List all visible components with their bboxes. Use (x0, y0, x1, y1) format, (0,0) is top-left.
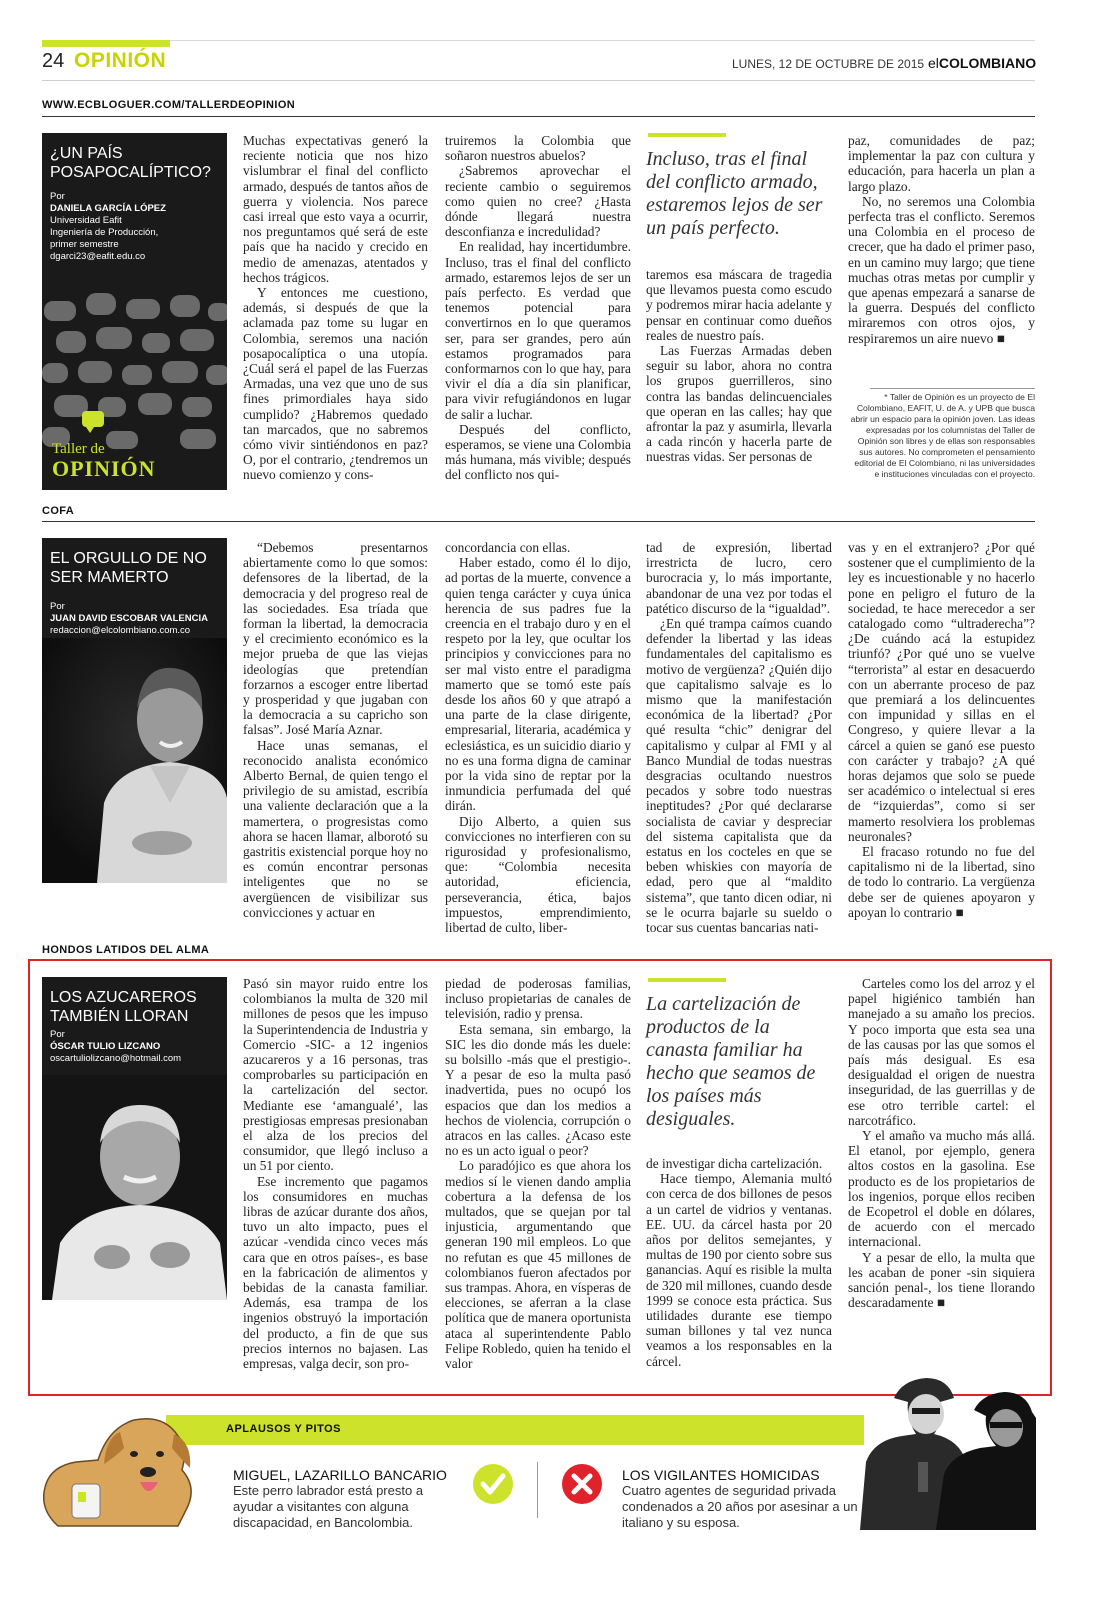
article-column (243, 540, 428, 920)
paragraph: ¿En qué trampa caímos cuando defender la libertad y las ideas fundamentales del capitalismo es motivo de vergüenza? ¿Quién dijo que capitalismo salvaje es lo mismo que la manifestación económica de la libertad? ¿Por qué resulta “chic” denigrar del capitalismo y culpar al FMI y al Banco Mundial de todas nuestras desgracias ocultando nuestros pecados y sobre todo nuestras ineptitudes? ¿Por qué declararse socialista de caviar y despreciar del sistema capitalista que da estatus en los cocteles en que se beben whiskies con mayoría de edad, pero que al “maldito sistema”, que tanto dicen odiar, ni se le ocurra bajarle su sueldo o tocar sus cuentas bancarias nati- (646, 616, 832, 936)
article-column (445, 540, 631, 935)
article-column (848, 540, 1035, 920)
paragraph: concordancia con ellas. (445, 540, 571, 555)
header-rule (42, 80, 1035, 81)
byline (50, 1029, 227, 1065)
pull-quote: La cartelización de productos de la canasta familiar ha hecho que seamos de los países más desiguales. (646, 993, 816, 1130)
pull-quote-bar (648, 133, 726, 137)
paragraph: Pasó sin mayor ruido entre los colombianos la multa de 320 mil millones de pesos que les impuso la Superintendencia de Industria y Comercio -SIC- a 12 ingenios azucareros y a 16 personas, tras comprobarles su participación en la cartelización del sector. Mediante ese ‘amangualé’, las prestigiosas empresas presionaban el alza de los precios del consumidor, que llegó incluso a un 51 por ciento. (243, 976, 428, 1174)
paragraph: Lo paradójico es que ahora los medios sí le vienen dando amplia cobertura a la defensa de los multados, que se quejan por tal injusticia, argumentando que generan 190 mil empleos. Lo que no refutan es que 45 millones de colombianos fueron afectados por sus trampas. Ahora, en vísperas de elecciones, se aferran a la clase política que de manera oportunista ataca al superintendente Pablo Felipe Robledo, quien ha tenido el valor (445, 1158, 631, 1372)
logo-big-text: OPINIÓN (52, 456, 156, 481)
section-kicker: HONDOS LATIDOS DEL ALMA (42, 944, 210, 956)
paragraph: Hace tiempo, Alemania multó con cerca de dos billones de pesos a un cartel de vidrios y ventanas. EE. UU. da cárcel hasta por 20 años por delitos semejantes, y multas de 190 por ciento sobre sus ganancias. Aquí es risible la multa de 320 mil millones, cuando desde 1999 se conoce esta práctica. Sus utilidades durante ese tiempo suman billones y tal vez nunca veamos a los responsables en la cárcel. (646, 1171, 832, 1369)
applause-item (233, 1467, 463, 1531)
paragraph: Las Fuerzas Armadas deben seguir su labor, ahora no contra los grupos guerrilleros, sino contra las bandas delincuenciales que operan en las calles; hay que afrontar la paz y asumirla, llevarla a cada rincón y hacerla parte de nuestras vidas. Ser personas de (646, 343, 832, 465)
paragraph: Haber estado, como él lo dijo, ad portas de la muerte, convence a quien tenga carácter y cuya única herencia de sus padres fue la creencia en el trabajo duro y en el respeto por la ley, que ocultar los principios y convicciones para no ser mal visto entre el paradigma mamerto que se tomó este país desde los años 60 y que atrapó a una parte de la clase dirigente, empresarial, literaria, académica y eclesiástica, es un suicidio diario y no es una forma digna de caminar por la vida sino de reptar por la inmundicia perfumada del qué dirán. (445, 555, 631, 814)
paragraph: Ese incremento que pagamos los consumidores en muchas libras de azúcar durante dos años, tuvo un alto impacto, pues el azúcar -vendida cinco veces más cara que en otros países-, es base en la fabricación de alimentos y bebidas de la canasta familiar. Además, esa trampa de los ingenios obstruyó la importación del producto, a fin de que sus precios internos no bajasen. Las empresas, valga decir, son pro- (243, 1173, 428, 1372)
author-box (42, 977, 227, 1300)
section-kicker: COFA (42, 505, 75, 517)
section-rule (42, 116, 1035, 117)
article-column (243, 976, 428, 1371)
dog-illustration (28, 1388, 228, 1528)
page-number: 24 (42, 50, 65, 72)
accent-bar (42, 40, 170, 47)
brand-logo: elCOLOMBIANO (928, 55, 1037, 71)
article-column (243, 133, 428, 483)
paragraph: Hace unas semanas, el reconocido analista económico Alberto Bernal, de quien tengo el privilegio de su amistad, escribía una valiente declaración que a la mamertera, o progresistas como ahora se hacen llamar, alborotó su gastritis existencial porque hoy no es común encontrar personas inteligentes que no se avergüencen de visibilizar sus convicciones y actuar en (243, 737, 428, 920)
byline (50, 601, 227, 637)
author-photo (42, 1075, 227, 1300)
author-box (42, 538, 227, 883)
article-column (848, 133, 1035, 346)
whistle-item (622, 1467, 862, 1531)
paragraph: Y entonces me cuestiono, además, si después de que la aclamada paz tome su lugar en Colombia, seremos una nación posapocalíptica o una utopía. ¿Cuál será el papel de las Fuerzas Armadas, una vez que uno de sus fines primordiales haya sido cumplido? ¿Habremos quedado tan marcados, que no sabremos cómo vivir sintiéndonos en paz? O, por el contrario, ¿tendremos un nuevo comienzo y cons- (243, 285, 428, 483)
author-info-line: Universidad Eafit (50, 215, 122, 226)
paragraph: Carteles como los del arroz y el papel higiénico también han manejado a su amaño los precios. Y poco importa que esta sea una de las causas por las que somos el país más desigual. Es esa desigualdad el origen de nuestra inseguridad, de las guerrillas y de ese otro terrible cartel: el narcotráfico. (848, 976, 1035, 1128)
byline-por: Por (50, 191, 65, 202)
pull-quote-bar (648, 978, 726, 982)
author-info-line: Ingeniería de Producción, (50, 227, 159, 238)
article-column (848, 976, 1035, 1310)
author-email[interactable]: dgarci23@eafit.edu.co (50, 251, 146, 262)
aplausos-title: APLAUSOS Y PITOS (226, 1423, 341, 1435)
paragraph: “Debemos presentarnos abiertamente como lo que somos: defensores de la libertad, de la democracia y del progreso real de las sociedades. Esa tríada que forman la libertad, la democracia y el crecimiento económico es la mejor prueba de que las viejas ideologías que pretendían forzarnos a escoger entre libertad y prosperidad y que jugaban con la democracia a su capricho son falsas”. José María Aznar. (243, 540, 428, 738)
paragraph: En realidad, hay incertidumbre. Incluso, tras el final del conflicto armado, estaremos lejos de ser un país perfecto. Es verdad que tenemos potencial para convertirnos en lo que queramos ser, para ser grandes, pero aún estamos programados para conformarnos con lo que hay, para vivir el día a día sin planificar, para vivir refugiándonos en lugar de salir a luchar. (445, 239, 631, 422)
paragraph: No, no seremos una Colombia perfecta tras el conflicto. Seremos una Colombia en el proceso de crecer, que ha dado el primer paso, en un camino muy largo; que tiene muchas otras metas por cumplir y que apenas empezará a sanarse de la guerra. Después del conflicto miraremos con otros ojos, y respiraremos un aire nuevo ■ (848, 193, 1035, 346)
paragraph: El fracaso rotundo no fue del capitalismo ni de la libertad, sino de todo lo contrario. La vergüenza debe ser de quienes apoyaron y apoyan lo contrario ■ (848, 844, 1035, 920)
divider (537, 1462, 538, 1518)
logo-small-text: Taller de (52, 441, 105, 457)
paragraph: Esta semana, sin embargo, la SIC les dio donde más les duele: su bolsillo -más que el prestigio-. Y a pesar de eso la multa pasó inadvertida, pues no ocupó los espacios que dan los medios a hechos de violencia, corrupción o atracos en las calles. ¿Acaso este no es un acto igual o peor? (445, 1021, 631, 1159)
paragraph: vas y en el extranjero? ¿Por qué sostener que el cumplimiento de la ley es incuestionable y no hacerlo pone en peligro el futuro de la sociedad, te hace merecedor a ser catalogado como “ultraderecha”? ¿De cuándo acá la estupidez triunfó? ¿Por qué uno se vuelve “terrorista” al estar en desacuerdo con un aberrante proceso de paz que premiará a los delincuentes con impunidad y sillas en el Congreso, y quiere llevar a la cárcel a quien se ganó ese puesto con carácter y trabajo? ¿A qué horas dejamos que solo se puede ser académico o intelectual si eres de “izquierdas”, como si ser mamerto resolviera los problemas neuronales? (848, 540, 1035, 844)
author-photo (42, 638, 227, 883)
article-column (445, 976, 631, 1371)
paragraph: taremos esa máscara de tragedia que llevamos puesta como escudo y podremos mirar hacia adelante y pensar en continuar como dueños reales de nuestro país. (646, 267, 832, 343)
article-column (646, 540, 832, 935)
paragraph: Dijo Alberto, a quien sus convicciones no interfieren con su rigurosidad y profesionalismo, que: “Colombia necesita autoridad, eficiencia, perseverancia, ética, bajos impuestos, emprendimiento, libertad de culto, liber- (445, 813, 631, 936)
pull-quote: Incluso, tras el final del conflicto armado, estaremos lejos de ser un país perfecto. (646, 148, 823, 239)
author-email[interactable]: redaccion@elcolombiano.com.co (50, 625, 191, 636)
applause-title: MIGUEL, LAZARILLO BANCARIO (233, 1467, 447, 1483)
author-info-line: primer semestre (50, 239, 119, 250)
paragraph: tad de expresión, libertad irrestricta de lucro, cero burocracia y, lo más importante, abandonar de una vez por todas el patético discurso de la “igualdad”. (646, 540, 832, 616)
paragraph: Después del conflicto, esperamos, se viene una Colombia más humana, más vivible; después del conflicto nos qui- (445, 421, 631, 483)
article-headline: ¿UN PAÍS POSAPOCALÍPTICO? (50, 145, 211, 181)
paragraph: de investigar dicha cartelización. (646, 1156, 823, 1171)
footnote-rule (870, 388, 1035, 389)
author-name: ÓSCAR TULIO LIZCANO (50, 1041, 161, 1052)
author-name: DANIELA GARCÍA LÓPEZ (50, 203, 166, 214)
byline (50, 191, 227, 263)
article-headline: LOS AZUCAREROS TAMBIÉN LLORAN (50, 989, 197, 1025)
article-column (646, 1156, 832, 1369)
article-headline: EL ORGULLO DE NO SER MAMERTO (50, 550, 207, 586)
whistle-text: Cuatro agentes de seguridad privada condenados a 20 años por asesinar a un italiano y su esposa. (622, 1483, 858, 1530)
footnote: * Taller de Opinión es un proyecto de El Colombiano, EAFIT, U. de A. y UPB que busca abrir un espacio para la opinión joven. Las ideas expresadas por los columnistas del Taller de Opinión son libres y de ellas son responsables sus autores. No comprometen el pensamiento editorial de El Colombiano, ni las universidades e instituciones vinculadas con el proyecto. (850, 392, 1035, 479)
security-guards-illustration (856, 1362, 1036, 1532)
cross-icon (561, 1463, 603, 1505)
article-column (445, 133, 631, 483)
paragraph: paz, comunidades de paz; implementar la paz con cultura y educación, para hacerla un plan a largo plazo. (848, 133, 1035, 194)
web-url[interactable]: WWW.ECBLOGUER.COM/TALLERDEOPINION (42, 99, 296, 111)
byline-por: Por (50, 601, 65, 612)
aplausos-band (166, 1415, 864, 1445)
paragraph: Y a pesar de ello, la multa que les acaban de poner -sin siquiera sanción penal-, los tiene llorando descaradamente ■ (848, 1249, 1035, 1311)
paragraph: truiremos la Colombia que soñaron nuestros abuelos? (445, 133, 631, 164)
author-email[interactable]: oscartuliolizcano@hotmail.com (50, 1053, 182, 1064)
applause-text: Este perro labrador está presto a ayudar a visitantes con alguna discapacidad, en Bancolombia. (233, 1483, 424, 1530)
article-column (646, 267, 832, 465)
paragraph: Y el amaño va mucho más allá. El etanol, por ejemplo, genera altos costos en la gasolina. Ese producto es de los propietarios de los ingenios, porque ellos reciben de Ecopetrol el doble en dólares, de acuerdo con el mercado internacional. (848, 1128, 1035, 1250)
top-rule (42, 40, 1035, 41)
issue-date: LUNES, 12 DE OCTUBRE DE 2015 (732, 57, 925, 71)
author-name: JUAN DAVID ESCOBAR VALENCIA (50, 613, 208, 624)
section-name: OPINIÓN (74, 49, 167, 72)
author-box (42, 133, 227, 490)
byline-por: Por (50, 1029, 65, 1040)
paragraph: Muchas expectativas generó la reciente noticia que nos hizo vislumbrar el final del conflicto armado, después de tantos años de guerra y violencia. Nos parece casi irreal que esto vaya a ocurrir, nos preguntamos qué será de este país que ha nacido y crecido en medio de amenazas, atentados y hechos trágicos. (243, 133, 428, 285)
check-icon (472, 1463, 514, 1505)
section-rule (42, 521, 1035, 522)
whistle-title: LOS VIGILANTES HOMICIDAS (622, 1467, 820, 1483)
paragraph: ¿Sabremos aprovechar el reciente cambio o seguiremos como quien no cree? ¿Hasta dónde llegará nuestra desconfianza e incredulidad? (445, 163, 631, 240)
paragraph: piedad de poderosas familias, incluso propietarias de canales de televisión, radio y prensa. (445, 976, 631, 1022)
